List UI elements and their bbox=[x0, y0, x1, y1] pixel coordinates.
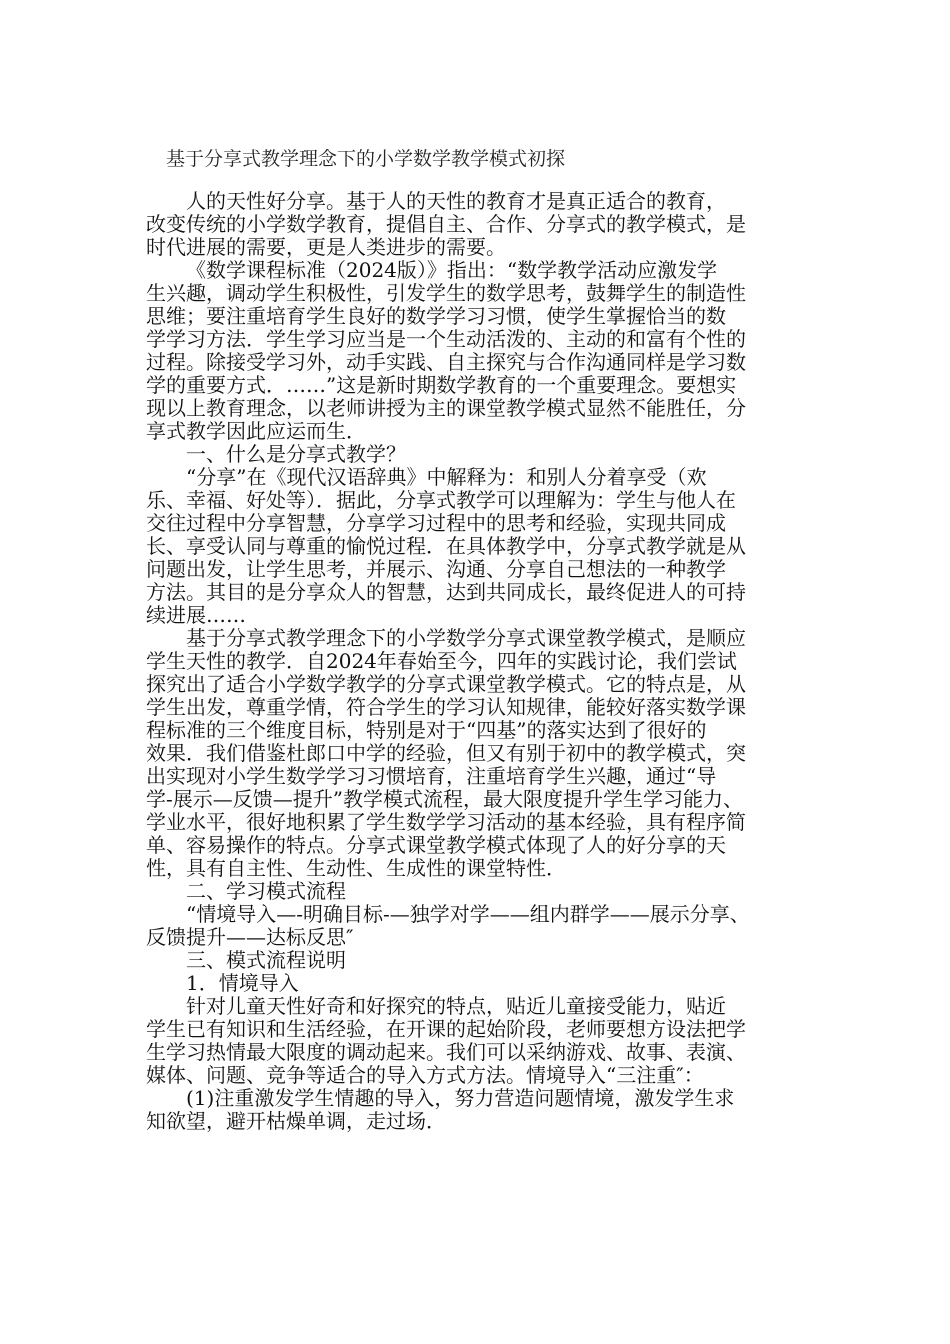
text-line: 知欲望，避开枯燥单调，走过场． bbox=[146, 1109, 446, 1133]
text-line: 学生天性的教学．自2024年春始至今，四年的实践讨论，我们尝试 bbox=[146, 649, 737, 673]
text-line: 问题出发，让学生思考，并展示、沟通、分享自己想法的一种教学 bbox=[146, 557, 726, 581]
text-line: “分享”在《现代汉语辞典》中解释为：和别人分着享受（欢 bbox=[186, 465, 707, 489]
text-line: 学业水平，很好地积累了学生数学学习活动的基本经验，具有程序简 bbox=[146, 810, 746, 834]
text-line: 人的天性好分享。基于人的天性的教育才是真正适合的教育， bbox=[186, 189, 726, 213]
text-line: 针对儿童天性好奇和好探究的特点，贴近儿童接受能力，贴近 bbox=[186, 994, 726, 1018]
text-line: 生兴趣，调动学生积极性，引发学生的数学思考，鼓舞学生的制造性 bbox=[146, 281, 746, 305]
text-line: 享式教学因此应运而生． bbox=[146, 419, 366, 443]
text-line: 改变传统的小学数学教育，提倡自主、合作、分享式的教学模式，是 bbox=[146, 212, 746, 236]
text-line: 探究出了适合小学数学教学的分享式课堂教学模式。它的特点是，从 bbox=[146, 672, 746, 696]
text-line: 出实现对小学生数学学习习惯培育，注重培育学生兴趣，通过“导 bbox=[146, 764, 717, 788]
text-line: 交往过程中分享智慧，分享学习过程中的思考和经验，实现共同成 bbox=[146, 511, 726, 535]
document-title: 基于分享式教学理念下的小学数学教学模式初探 bbox=[166, 148, 566, 170]
text-line: 过程。除接受学习外，动手实践、自主探究与合作沟通同样是学习数 bbox=[146, 350, 746, 374]
text-line: 一、什么是分享式教学？ bbox=[186, 442, 406, 466]
text-line: (1)注重激发学生情趣的导入，努力营造问题情境，激发学生求 bbox=[186, 1086, 735, 1110]
text-line: 性，具有自主性、生动性、生成性的课堂特性． bbox=[146, 856, 566, 880]
text-line: 三、模式流程说明 bbox=[186, 948, 346, 972]
text-line: 反馈提升——达标反思″ bbox=[146, 925, 354, 949]
text-line: 《数学课程标准（2024版）》指出：“数学教学活动应激发学 bbox=[186, 258, 718, 282]
text-line: 基于分享式教学理念下的小学数学分享式课堂教学模式，是顺应 bbox=[186, 626, 746, 650]
text-line: 思维；要注重培育学生良好的数学学习习惯，使学生掌握恰当的数 bbox=[146, 304, 726, 328]
text-line: 效果．我们借鉴杜郎口中学的经验，但又有别于初中的教学模式，突 bbox=[146, 741, 746, 765]
text-line: 学生已有知识和生活经验，在开课的起始阶段，老师要想方设法把学 bbox=[146, 1017, 746, 1041]
text-line: 长、享受认同与尊重的愉悦过程．在具体教学中，分享式教学就是从 bbox=[146, 534, 746, 558]
text-line: 媒体、问题、竞争等适合的导入方式方法。情境导入“三注重″： bbox=[146, 1063, 704, 1087]
text-line: 单、容易操作的特点。分享式课堂教学模式体现了人的好分享的天 bbox=[146, 833, 726, 857]
text-line: “情境导入—-明确目标-—独学对学——组内群学——展示分享、 bbox=[186, 902, 750, 926]
text-line: 二、学习模式流程 bbox=[186, 879, 346, 903]
text-line: 学学习方法．学生学习应当是一个生动活泼的、主动的和富有个性的 bbox=[146, 327, 746, 351]
text-line: 学-展示—反馈—提升”教学模式流程，最大限度提升学生学习能力、 bbox=[146, 787, 743, 811]
text-line: 学生出发，尊重学情，符合学生的学习认知规律，能较好落实数学课 bbox=[146, 695, 746, 719]
text-line: 1．情境导入 bbox=[186, 971, 299, 995]
text-line: 时代进展的需要，更是人类进步的需要。 bbox=[146, 235, 506, 259]
document-body bbox=[146, 190, 816, 1133]
text-line: 生学习热情最大限度的调动起来。我们可以采纳游戏、故事、表演、 bbox=[146, 1040, 746, 1064]
text-line: 学的重要方式．……”这是新时期数学教育的一个重要理念。要想实 bbox=[146, 373, 737, 397]
text-line: 程标准的三个维度目标，特别是对于“四基”的落实达到了很好的 bbox=[146, 718, 707, 742]
text-line: 乐、幸福、好处等）．据此，分享式教学可以理解为：学生与他人在 bbox=[146, 488, 736, 512]
text-line: 续进展…… bbox=[146, 603, 246, 627]
text-line: 现以上教育理念，以老师讲授为主的课堂教学模式显然不能胜任，分 bbox=[146, 396, 746, 420]
text-line: 方法。其目的是分享众人的智慧，达到共同成长，最终促进人的可持 bbox=[146, 580, 746, 604]
